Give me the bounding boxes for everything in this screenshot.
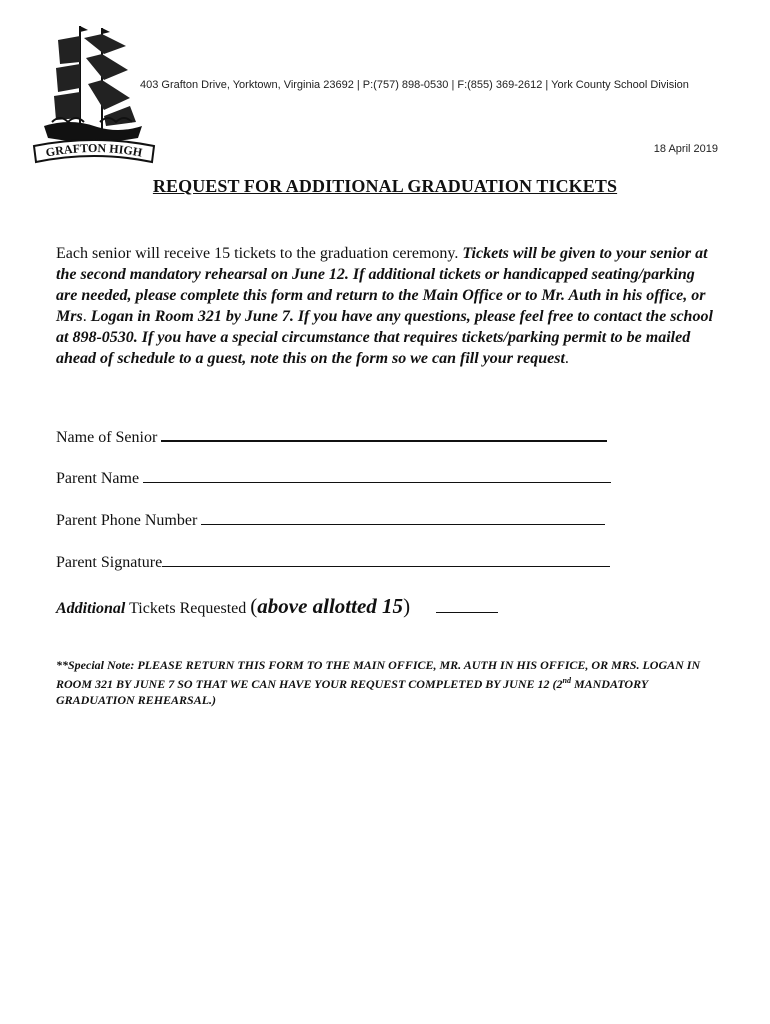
tickets-requested-field [56, 594, 498, 619]
parent-phone-label: Parent Phone Number [56, 512, 202, 529]
open-paren: ( [250, 594, 258, 618]
tickets-requested-label: Tickets Requested [125, 600, 251, 617]
special-note-text-2: MANDATORY GRADUATION REHEARSAL.) [56, 677, 648, 707]
parent-name-input-line[interactable] [143, 468, 611, 483]
parent-signature-label: Parent Signature [56, 554, 163, 571]
school-address: 403 Grafton Drive, Yorktown, Virginia 23692 | P:(757) 898-0530 | F:(855) 369-2612 | York County School Division [140, 79, 689, 91]
parent-phone-field [56, 510, 605, 530]
intro-paragraph [56, 243, 718, 369]
intro-emphasis-text-2: Logan in Room 321 by June 7. If you have any questions, please feel free to contact the school at 898-0530. If you have a special circumstance that requires tickets/parking permit to be mailed ahead of schedule to a guest, note this on the form so we can fill your request [56, 308, 713, 367]
special-note [56, 657, 726, 708]
school-logo [30, 22, 158, 170]
senior-name-field [56, 426, 607, 447]
document-date: 18 April 2019 [653, 143, 718, 155]
parent-signature-field [56, 552, 610, 572]
page-title: REQUEST FOR ADDITIONAL GRADUATION TICKETS [152, 176, 618, 196]
special-note-superscript: nd [562, 676, 571, 685]
parent-phone-input-line[interactable] [201, 510, 605, 525]
parent-signature-input-line[interactable] [162, 552, 610, 567]
parent-name-field [56, 468, 611, 488]
intro-emphasis-text-1: Tickets will be given to your senior at the second mandatory rehearsal on June 12. If additional tickets or handicapped seating/parking are needed, please complete this form and return to the Main Office or to Mr. Auth in his office, or Mrs [56, 245, 708, 325]
senior-name-input-line[interactable] [161, 426, 607, 442]
above-allotted-text: above allotted 15 [257, 594, 404, 618]
intro-dot: . [454, 245, 459, 262]
intro-plain-text: Each senior will receive 15 tickets to the graduation ceremony [56, 245, 455, 262]
senior-name-label: Name of Senior [56, 429, 162, 446]
tickets-requested-input-line[interactable] [436, 598, 498, 613]
intro-dot-2: . [82, 308, 87, 325]
special-note-text-1: **Special Note: PLEASE RETURN THIS FORM TO THE MAIN OFFICE, MR. AUTH IN HIS OFFICE, OR MRS. LOGAN IN ROOM 321 BY JUNE 7 SO THAT WE CAN HAVE YOUR REQUEST COMPLETED BY JUNE 12 (2 [56, 658, 701, 691]
additional-word: Additional [56, 600, 126, 617]
intro-dot-3: . [564, 350, 569, 367]
ship-logo-icon [30, 22, 158, 170]
parent-name-label: Parent Name [56, 470, 144, 487]
close-paren: ) [403, 594, 411, 618]
logo-banner-text: GRAFTON HIGH [44, 140, 144, 160]
